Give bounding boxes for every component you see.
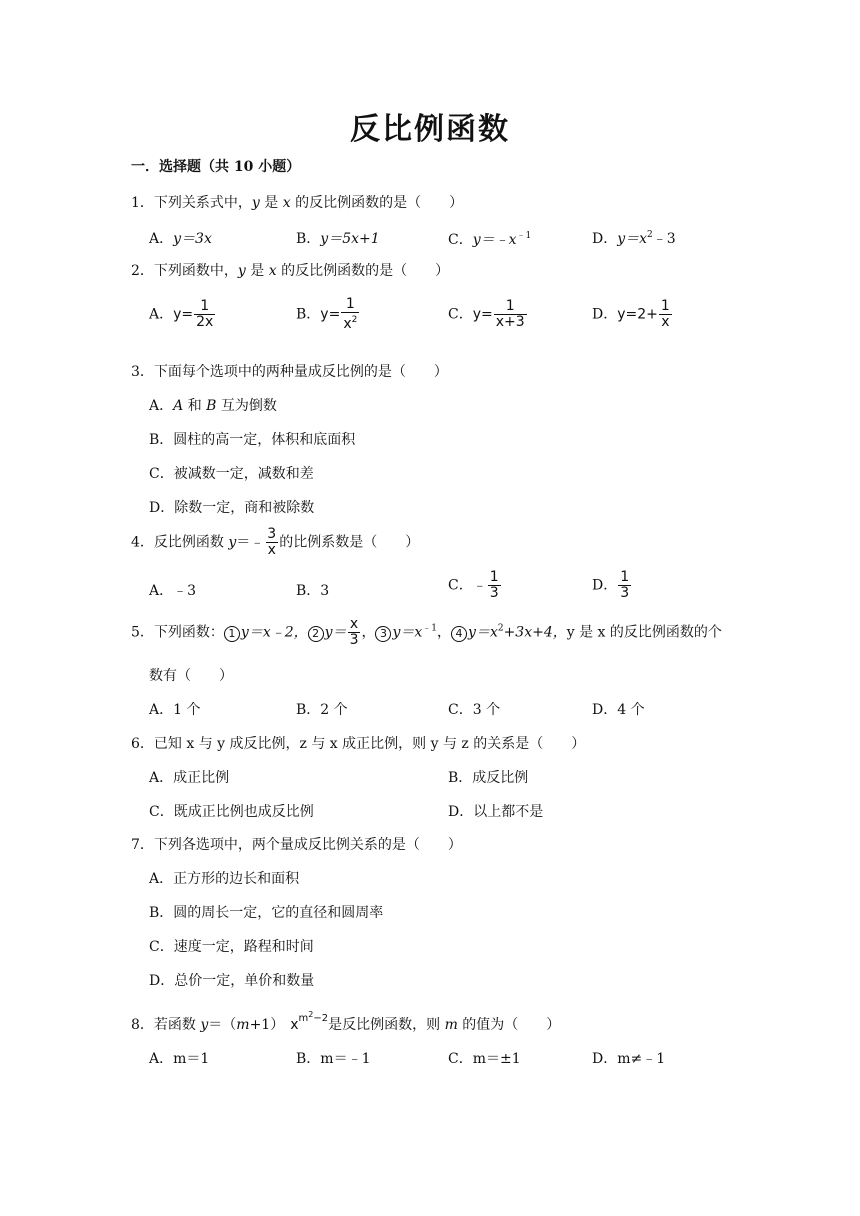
option-letter: B．	[296, 306, 321, 323]
equals-sign: ＝（	[208, 1017, 237, 1033]
power-base: x	[290, 1017, 299, 1033]
fraction	[194, 299, 215, 330]
question-text-post: 的反比例函数的是（ ）	[276, 263, 450, 279]
separator: ，	[437, 624, 452, 641]
question-text-post: 的反比例函数的是（ ）	[290, 195, 464, 211]
question-7	[131, 834, 462, 854]
exponent-m: m	[298, 1013, 309, 1024]
q5-option-b[interactable]: B．2 个	[296, 702, 348, 718]
question-text: 下列各选项中，两个量成反比例关系的是（ ）	[153, 837, 462, 853]
var-y: y	[228, 534, 237, 551]
fraction	[341, 297, 359, 332]
q5-option-c[interactable]: C．3 个	[448, 702, 501, 718]
question-5	[131, 617, 722, 648]
question-number: 1．	[131, 195, 154, 211]
q1-option-c[interactable]	[448, 228, 531, 249]
minus-sign: ﹣	[472, 577, 487, 594]
denominator: 3	[349, 632, 359, 648]
q8-option-a[interactable]: A．m＝1	[149, 1051, 210, 1067]
q3-option-d[interactable]: D．除数一定，商和被除数	[149, 500, 315, 516]
question-text: 反比例函数	[153, 534, 229, 551]
option-lhs: y=2+	[617, 306, 658, 323]
question-number: 3．	[131, 364, 154, 380]
plus-one: +1）	[249, 1017, 285, 1033]
option-tail: ﹣3	[652, 231, 676, 247]
power-exponent	[298, 1010, 329, 1024]
q6-option-b[interactable]: B．成反比例	[448, 770, 529, 786]
option-letter: D．	[592, 231, 618, 247]
q3-option-a[interactable]	[149, 395, 277, 415]
option-lhs: y=	[472, 306, 493, 323]
q6-option-d[interactable]: D．以上都不是	[448, 804, 544, 820]
q8-option-c[interactable]: C．m＝±1	[448, 1051, 521, 1067]
question-5-line-2: 数有（ ）	[149, 668, 233, 684]
question-6	[131, 733, 585, 753]
var-b: B	[206, 398, 217, 414]
option-letter: C．	[448, 232, 473, 248]
denominator	[341, 312, 359, 332]
q8-option-d[interactable]: D．m≠﹣1	[592, 1051, 666, 1067]
var-m: m	[444, 1017, 458, 1033]
q1-option-a[interactable]	[149, 228, 212, 248]
question-text: 下面每个选项中的两种量成反比例的是（ ）	[153, 364, 448, 380]
q2-option-b[interactable]	[296, 297, 360, 332]
q7-option-a[interactable]: A．正方形的边长和面积	[149, 871, 300, 887]
var-x: x	[268, 263, 277, 279]
option-value: y＝3x	[173, 231, 212, 247]
numerator: 1	[660, 298, 670, 314]
page-title: 反比例函数	[350, 112, 510, 147]
function-1: y＝x﹣2，	[240, 624, 308, 641]
denominator: 3	[489, 585, 499, 601]
question-number: 4．	[131, 534, 154, 551]
exponent: 2	[351, 315, 358, 325]
option-lhs: y=	[173, 306, 194, 323]
q4-option-b[interactable]: B．3	[296, 583, 330, 599]
question-number: 6．	[131, 736, 154, 752]
circled-number-3: 3	[375, 626, 391, 642]
option-value: y＝5x+1	[320, 231, 380, 247]
q2-option-c[interactable]	[448, 299, 528, 330]
numerator: 3	[267, 526, 277, 542]
function-4-tail: +3x+4，	[503, 624, 567, 641]
fraction	[618, 570, 631, 601]
var-y: y	[251, 195, 260, 211]
option-letter: A．	[149, 231, 174, 247]
numerator: 1	[200, 298, 210, 314]
function-2: y＝	[324, 624, 347, 641]
option-text: 和	[183, 398, 207, 414]
denominator: x	[267, 542, 276, 558]
equals-sign: ＝﹣	[236, 534, 265, 551]
fraction	[265, 527, 278, 558]
denominator: 3	[620, 585, 630, 601]
question-text: 若函数	[153, 1017, 201, 1033]
fraction	[494, 299, 527, 330]
option-letter: A．	[149, 398, 174, 414]
exponent-2: 2	[308, 1010, 314, 1019]
exponent: 2	[497, 623, 504, 634]
question-8	[131, 1010, 560, 1034]
q4-option-a[interactable]: A．﹣3	[149, 583, 197, 599]
q4-option-c[interactable]	[448, 570, 502, 601]
question-number: 2．	[131, 263, 154, 279]
option-letter: A．	[149, 306, 174, 323]
question-number: 8．	[131, 1017, 154, 1033]
q6-option-c[interactable]: C．既成正比例也成反比例	[149, 804, 314, 820]
fraction	[659, 299, 672, 330]
denominator: x+3	[495, 314, 525, 330]
numerator: 1	[489, 569, 499, 585]
option-letter: C．	[448, 306, 473, 323]
separator: ，	[361, 624, 376, 641]
q8-option-b[interactable]: B．m＝﹣1	[296, 1051, 371, 1067]
question-text-end: 的值为（ ）	[457, 1017, 561, 1033]
option-value: y＝﹣x	[472, 232, 517, 248]
question-text-mid: 是	[245, 263, 269, 279]
option-letter: C．	[448, 577, 473, 594]
numerator: 1	[505, 298, 515, 314]
exponent-tail: −2	[313, 1013, 329, 1024]
question-1	[131, 192, 463, 212]
numerator: x	[349, 616, 359, 632]
denominator-base: x	[343, 316, 352, 332]
circled-number-4: 4	[451, 626, 467, 642]
q7-option-b[interactable]: B．圆的周长一定，它的直径和圆周率	[149, 905, 384, 921]
var-y: y	[237, 263, 246, 279]
option-letter: D．	[592, 577, 618, 594]
q3-option-c[interactable]: C．被减数一定，减数和差	[149, 466, 314, 482]
var-x: x	[282, 195, 291, 211]
circled-number-2: 2	[308, 626, 324, 642]
question-text: 下列函数中，	[153, 263, 238, 279]
var-y: y	[200, 1017, 209, 1033]
question-text-post: 的比例系数是（ ）	[279, 534, 420, 551]
function-4: y＝x	[468, 624, 498, 641]
option-letter: B．	[296, 231, 321, 247]
q6-option-a[interactable]: A．成正比例	[149, 770, 230, 786]
numerator: 1	[345, 296, 355, 312]
question-2	[131, 260, 449, 280]
question-text: 已知 x 与 y 成反比例，z 与 x 成正比例，则 y 与 z 的关系是（ ）	[153, 736, 586, 752]
exponent: 2	[647, 230, 653, 240]
question-text-mid: 是	[259, 195, 283, 211]
option-lhs: y=	[320, 306, 341, 323]
q1-option-b[interactable]	[296, 228, 380, 248]
question-number: 7．	[131, 837, 154, 853]
var-m: m	[236, 1017, 250, 1033]
question-text-post: 是反比例函数，则	[328, 1017, 445, 1033]
option-value: y＝x	[617, 231, 648, 247]
question-text: 下列关系式中，	[153, 195, 252, 211]
fraction	[348, 617, 361, 648]
q7-option-c[interactable]: C．速度一定，路程和时间	[149, 939, 314, 955]
exponent: ﹣1	[516, 231, 532, 241]
denominator: x	[661, 314, 670, 330]
q2-option-a[interactable]	[149, 299, 216, 330]
q5-option-d[interactable]: D．4 个	[592, 702, 645, 718]
q2-option-d[interactable]	[592, 299, 673, 330]
question-number: 5．	[131, 624, 154, 641]
q1-option-d[interactable]	[592, 228, 676, 248]
fraction	[488, 570, 501, 601]
question-3	[131, 361, 448, 381]
q3-option-b[interactable]: B．圆柱的高一定，体积和底面积	[149, 432, 356, 448]
question-text: 下列函数：	[153, 624, 224, 641]
section-heading: 一．选择题（共 10 小题）	[131, 159, 301, 175]
question-4	[131, 527, 419, 558]
function-3: y＝x	[392, 624, 423, 641]
exponent: ﹣1	[422, 623, 438, 634]
q4-option-d[interactable]	[592, 570, 632, 601]
q5-option-a[interactable]: A．1 个	[149, 702, 201, 718]
circled-number-1: 1	[224, 626, 240, 642]
denominator: 2x	[196, 314, 214, 330]
q7-option-d[interactable]: D．总价一定，单价和数量	[149, 973, 315, 989]
option-letter: D．	[592, 306, 618, 323]
question-text-post: y 是 x 的反比例函数的个	[566, 624, 722, 641]
var-a: A	[173, 398, 184, 414]
numerator: 1	[620, 569, 630, 585]
option-text-tail: 互为倒数	[216, 398, 277, 414]
